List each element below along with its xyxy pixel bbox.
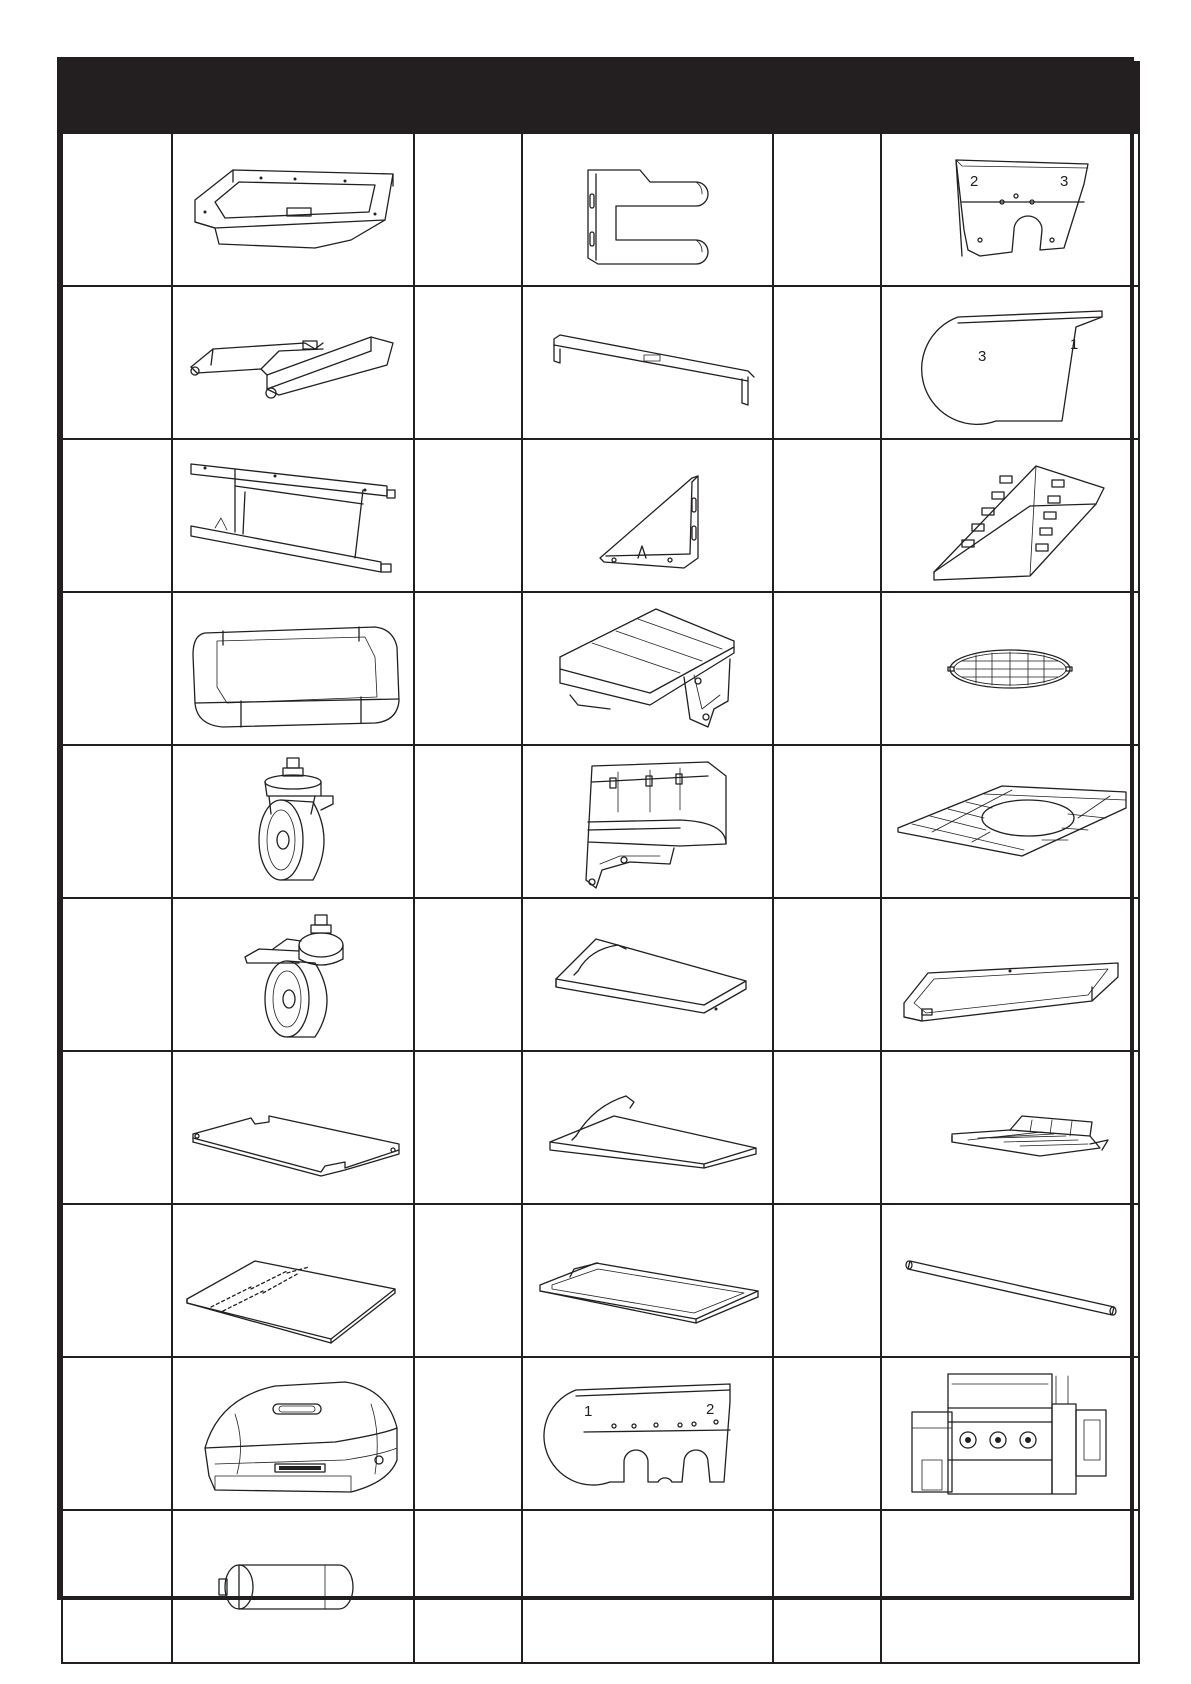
part-number-cell — [414, 745, 522, 898]
gas-cylinder-drawing — [175, 1517, 411, 1657]
header-cell-part-1 — [172, 62, 414, 133]
crossbar-drawing — [530, 293, 766, 433]
header-cell-no-2 — [414, 62, 522, 133]
header-row — [62, 62, 1139, 133]
part-number-cell — [773, 592, 881, 745]
side-frame-rails-drawing — [175, 293, 411, 433]
grill-lid-hood-drawing — [175, 1364, 411, 1504]
long-shelf-with-handle-drawing — [530, 1058, 766, 1198]
part-image-cell — [172, 1357, 414, 1510]
part-number-cell — [414, 1357, 522, 1510]
grease-tray-drawing — [530, 1211, 766, 1351]
bottom-frame-drawing — [175, 446, 411, 586]
marking-1: 1 — [1070, 335, 1079, 353]
part-image-cell — [522, 1357, 773, 1510]
part-image-cell — [881, 1204, 1139, 1357]
header-cell-part-2 — [522, 62, 773, 133]
part-number-cell — [773, 1357, 881, 1510]
part-image-cell — [172, 439, 414, 592]
header-cell-no-1 — [62, 62, 172, 133]
round-grill-grate-drawing — [892, 599, 1128, 739]
table-row — [62, 745, 1139, 898]
part-image-cell — [522, 133, 773, 286]
part-image-cell — [522, 592, 773, 745]
marking-2: 2 — [970, 172, 979, 190]
table-row — [62, 592, 1139, 745]
part-image-cell — [881, 286, 1139, 439]
corner-brace-drawing — [530, 446, 766, 586]
part-image-cell — [881, 439, 1139, 592]
side-shelf-right-drawing — [530, 752, 766, 892]
parts-list-sheet — [57, 57, 1134, 1600]
part-image-cell — [172, 1051, 414, 1204]
part-number-cell — [773, 133, 881, 286]
part-image-cell — [172, 1204, 414, 1357]
part-number-cell — [414, 1204, 522, 1357]
part-image-cell — [172, 286, 414, 439]
grill-body-assembly-drawing — [892, 1364, 1128, 1504]
table-row — [62, 898, 1139, 1051]
part-number-cell — [62, 1510, 172, 1663]
part-number-cell — [773, 1204, 881, 1357]
part-image-cell — [881, 745, 1139, 898]
part-image-cell — [172, 592, 414, 745]
part-image-cell — [522, 898, 773, 1051]
part-image-cell — [172, 898, 414, 1051]
header-cell-no-3 — [773, 62, 881, 133]
part-number-cell — [773, 898, 881, 1051]
part-image-cell — [522, 1510, 773, 1663]
table-row — [62, 1357, 1139, 1510]
table-row — [62, 1510, 1139, 1663]
table-row — [62, 286, 1139, 439]
table-row — [62, 1051, 1139, 1204]
cooking-grate-with-ring-drawing — [892, 752, 1128, 892]
part-number-cell — [773, 745, 881, 898]
part-number-cell — [773, 286, 881, 439]
part-image-cell — [881, 1051, 1139, 1204]
part-number-cell — [414, 592, 522, 745]
part-image-cell — [881, 1510, 1139, 1663]
back-panel-vented-drawing — [175, 1211, 411, 1351]
part-image-cell — [881, 898, 1139, 1051]
table-row — [62, 1204, 1139, 1357]
part-image-cell — [522, 439, 773, 592]
flame-tamer-drawing — [892, 446, 1128, 586]
part-image-cell — [172, 1510, 414, 1663]
grease-tray-frame-drawing — [175, 599, 411, 739]
part-number-cell — [414, 133, 522, 286]
part-number-cell — [62, 133, 172, 286]
part-number-cell — [62, 1204, 172, 1357]
part-number-cell — [773, 439, 881, 592]
part-number-cell — [62, 1051, 172, 1204]
rod-drawing — [892, 1211, 1128, 1351]
part-number-cell — [414, 1051, 522, 1204]
table-row — [62, 133, 1139, 286]
part-number-cell — [62, 745, 172, 898]
part-image-cell — [522, 286, 773, 439]
part-number-cell — [62, 286, 172, 439]
u-bracket-drawing — [530, 140, 766, 280]
table-row — [62, 439, 1139, 592]
marking-1: 1 — [583, 1402, 592, 1420]
heat-deflector-left-drawing — [892, 140, 1128, 280]
part-number-cell — [62, 1357, 172, 1510]
part-image-cell — [881, 1357, 1139, 1510]
header-cell-part-3 — [881, 62, 1139, 133]
heat-deflector-right-drawing — [530, 1364, 766, 1504]
firebox-frame-drawing — [175, 140, 411, 280]
part-number-cell — [414, 286, 522, 439]
shelf-panel-with-handle-drawing — [530, 905, 766, 1045]
part-number-cell — [773, 1510, 881, 1663]
caster-wheel-drawing — [175, 752, 411, 892]
part-image-cell — [172, 133, 414, 286]
part-image-cell — [522, 1204, 773, 1357]
part-number-cell — [62, 592, 172, 745]
marking-3: 3 — [1060, 172, 1069, 190]
heat-deflector-mid-drawing — [892, 293, 1128, 433]
part-image-cell — [881, 592, 1139, 745]
part-image-cell — [172, 745, 414, 898]
bottom-shelf-plate-drawing — [175, 1058, 411, 1198]
locking-caster-wheel-drawing — [175, 905, 411, 1045]
warming-rack-drawing — [892, 1058, 1128, 1198]
marking-2: 2 — [705, 1400, 714, 1418]
part-image-cell — [881, 133, 1139, 286]
drip-tray-drawing — [892, 905, 1128, 1045]
parts-table — [61, 61, 1140, 1664]
part-image-cell — [522, 1051, 773, 1204]
part-number-cell — [62, 898, 172, 1051]
part-number-cell — [773, 1051, 881, 1204]
part-number-cell — [414, 439, 522, 592]
part-number-cell — [62, 439, 172, 592]
part-number-cell — [414, 898, 522, 1051]
part-image-cell — [522, 745, 773, 898]
marking-3: 3 — [978, 347, 987, 365]
side-shelf-left-drawing — [530, 599, 766, 739]
part-number-cell — [414, 1510, 522, 1663]
